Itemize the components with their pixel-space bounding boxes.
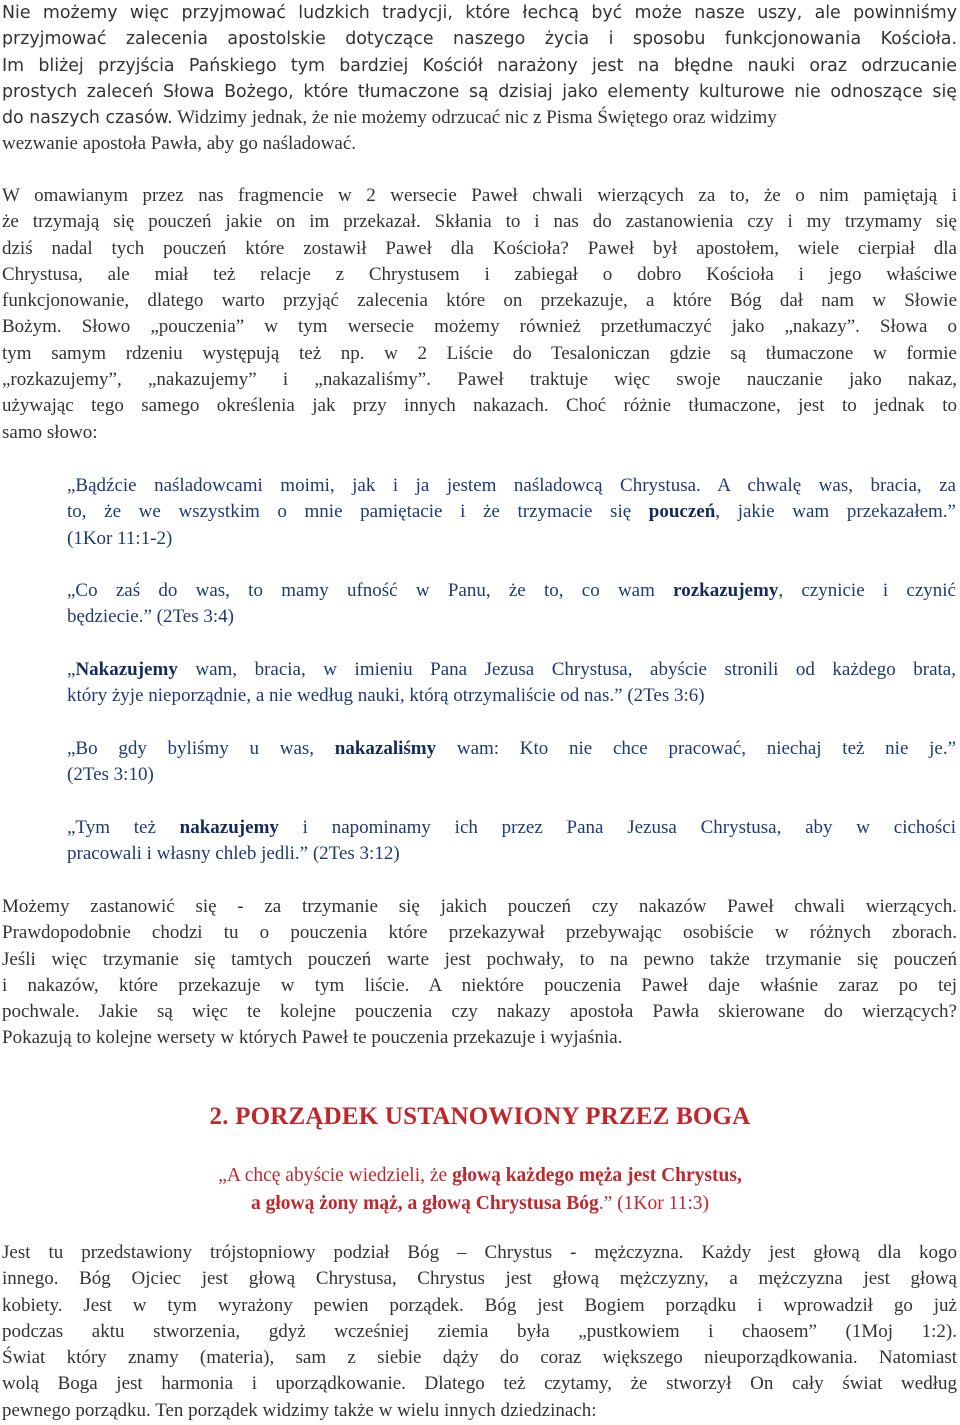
centered-scripture-quote (0, 1162, 960, 1218)
quote-line: „A chcę abyście wiedzieli, że głową każdego męża jest Chrystus, (218, 1165, 742, 1186)
paragraph-3 (2, 894, 957, 1052)
quote-reference: (2Tes 3:12) (308, 843, 400, 865)
text-line: Prawdopodobnie chodzi tu o pouczenia które przekazywał przebywając osobiście w różnych zborach. (2, 922, 957, 944)
text-line: wezwanie apostoła Pawła, aby go naśladować. (2, 133, 357, 155)
text-line: że trzymają się pouczeń jakie on im przekazał. Skłania to i nas do zastanowienia czy i my trzymamy się (2, 211, 957, 233)
text-line: pewnego porządku. Ten porządek widzimy także w wielu innych dziedzinach: (2, 1399, 597, 1421)
scripture-quote-3 (67, 657, 956, 710)
quote-line: a głową żony mąż, a głową Chrystusa Bóg.” (1Kor 11:3) (250, 1193, 710, 1214)
text-line: Jeśli więc trzymanie się tamtych pouczeń warte jest pochwały, to na pewno także trzymanie się pouczeń (2, 948, 957, 970)
emphasis: nakazujemy (179, 817, 279, 838)
text-line: prostych zaleceń Słowa Bożego, które tłumaczone są dzisiaj jako elementy kulturowe nie odnoszące się (2, 81, 957, 102)
quote-line: będziecie.” (2Tes 3:4) (67, 606, 234, 628)
text-line: podczas aktu stworzenia, gdyż wcześniej ziemia była „pustkowiem i chaosem” (1Moj 1:2). (2, 1320, 957, 1342)
emphasis: głową każdego męża jest Chrystus, (452, 1165, 742, 1186)
text-line: kobiety. Jest w tym wyrażony pewien porządek. Bóg jest Bogiem porządku i wprowadził go już (2, 1294, 957, 1316)
emphasis: nakazaliśmy (334, 738, 437, 759)
paragraph-1 (2, 0, 957, 158)
scripture-quote-4 (67, 736, 956, 789)
quote-line: „Nakazujemy wam, bracia, w imieniu Pana Jezusa Chrystusa, abyście stronili od każdego brata, (67, 659, 956, 680)
text-line: używając tego samego określenia jak przy innych nakazach. Choć różnie tłumaczone, jest to jednak to (2, 395, 957, 417)
text-line: pochwale. Jakie są więc te kolejne pouczenia czy nakazy apostoła Pawła skierowane do wierzących? (2, 1001, 957, 1023)
text-line: samo słowo: (2, 421, 98, 443)
scripture-quote-5 (67, 815, 956, 868)
scripture-quote-1 (67, 473, 956, 552)
quote-line: „Co zaś do was, to mamy ufność w Panu, że to, co wam rozkazujemy, czynicie i czynić (67, 580, 956, 601)
paragraph-2 (2, 183, 957, 446)
quote-reference: (1Kor 11:1-2) (67, 527, 173, 549)
section-heading: 2. PORZĄDEK USTANOWIONY PRZEZ BOGA (209, 1103, 751, 1130)
scripture-quote-2 (67, 578, 956, 631)
quote-reference: (2Tes 3:10) (67, 764, 154, 786)
text-line: Bożym. Słowo „pouczenia” w tym wersecie możemy również przetłumaczyć jako „nakazy”. Słowa o (2, 316, 957, 338)
emphasis: pouczeń (648, 501, 716, 523)
text-line: przyjmować zalecenia apostolskie dotyczące naszego życia i sposobu funkcjonowania Kościoła. (2, 29, 957, 50)
text-line: do naszych czasów. Widzimy jednak, że nie możemy odrzucać nic z Pisma Świętego oraz widzimy (2, 107, 777, 129)
quote-line: pracowali i własny chleb jedli.” (2Tes 3:12) (67, 843, 400, 865)
text-line: Nie możemy więc przyjmować ludzkich tradycji, które łechcą być może nasze uszy, ale powinniśmy (2, 3, 957, 23)
quote-line: „Bądźcie naśladowcami moimi, jak i ja jestem naśladowcą Chrystusa. A chwalę was, bracia, za (67, 475, 956, 496)
paragraph-4 (2, 1240, 957, 1424)
text-line: „rozkazujemy”, „nakazujemy” i „nakazaliśmy”. Paweł traktuje więc swoje nauczanie jako nakaz, (2, 369, 957, 391)
emphasis: Nakazujemy (75, 659, 178, 680)
text-line: tym samym rdzeniu występują też np. w 2 Liście do Tesaloniczan gdzie są tłumaczone w formie (2, 342, 957, 364)
text-line: innego. Bóg Ojciec jest głową Chrystusa, Chrystus jest głową mężczyzny, a mężczyzna jest głową (2, 1268, 957, 1290)
quote-reference: (2Tes 3:4) (151, 606, 234, 628)
text-line: Możemy zastanowić się - za trzymanie się jakich pouczeń czy nakazów Paweł chwali wierzących. (2, 896, 957, 917)
text-line: Jest tu przedstawiony trójstopniowy podział Bóg – Chrystus - mężczyzna. Każdy jest głową dla kogo (2, 1242, 957, 1263)
text-line: dziś nadal tych pouczeń które zostawił Paweł dla Kościoła? Paweł był apostołem, wiele cierpiał dla (2, 237, 957, 259)
text-line: Pokazują to kolejne wersety w których Paweł te pouczenia przekazuje i wyjaśnia. (2, 1027, 623, 1049)
text-line: Chrystusa, ale miał też relacje z Chrystusem i zabiegał o dobro Kościoła i jego właściwe (2, 263, 957, 285)
quote-line: który żyje nieporządnie, a nie według nauki, którą otrzymaliście od nas.” (2Tes 3:6) (67, 685, 705, 707)
quote-line: „Tym też nakazujemy i napominamy ich przez Pana Jezusa Chrystusa, aby w cichości (67, 817, 957, 838)
text-line: W omawianym przez nas fragmencie w 2 wersecie Paweł chwali wierzących za to, że o nim pamiętają i (2, 185, 957, 206)
text-line: wolą Boga jest harmonia i uporządkowanie. Dlatego też czytamy, że stworzył On cały świat według (2, 1373, 957, 1395)
text-line: i nakazów, które przekazuje w tym liście. A niektóre pouczenia Paweł daje właśnie zaraz po tej (2, 974, 957, 996)
text-line: Świat który znamy (materia), sam z siebie dąży do coraz większego nieuporządkowania. Natomiast (2, 1347, 957, 1369)
quote-line: to, że we wszystkim o mnie pamiętacie i że trzymacie się pouczeń, jakie wam przekazałem.” (67, 501, 956, 523)
emphasis: a głową żony mąż, a głową Chrystusa Bóg (250, 1193, 599, 1214)
text-line: funkcjonowanie, dlatego warto przyjąć zalecenia które on przekazuje, a które Bóg dał nam w Słowie (2, 290, 957, 312)
quote-reference: (2Tes 3:6) (622, 685, 705, 707)
emphasis: rozkazujemy (673, 580, 779, 601)
quote-line: „Bo gdy byliśmy u was, nakazaliśmy wam: Kto nie chce pracować, niechaj też nie je.” (67, 738, 956, 759)
text-line: Im bliżej przyjścia Pańskiego tym bardziej Kościół narażony jest na błędne nauki oraz odrzucanie (2, 55, 957, 76)
